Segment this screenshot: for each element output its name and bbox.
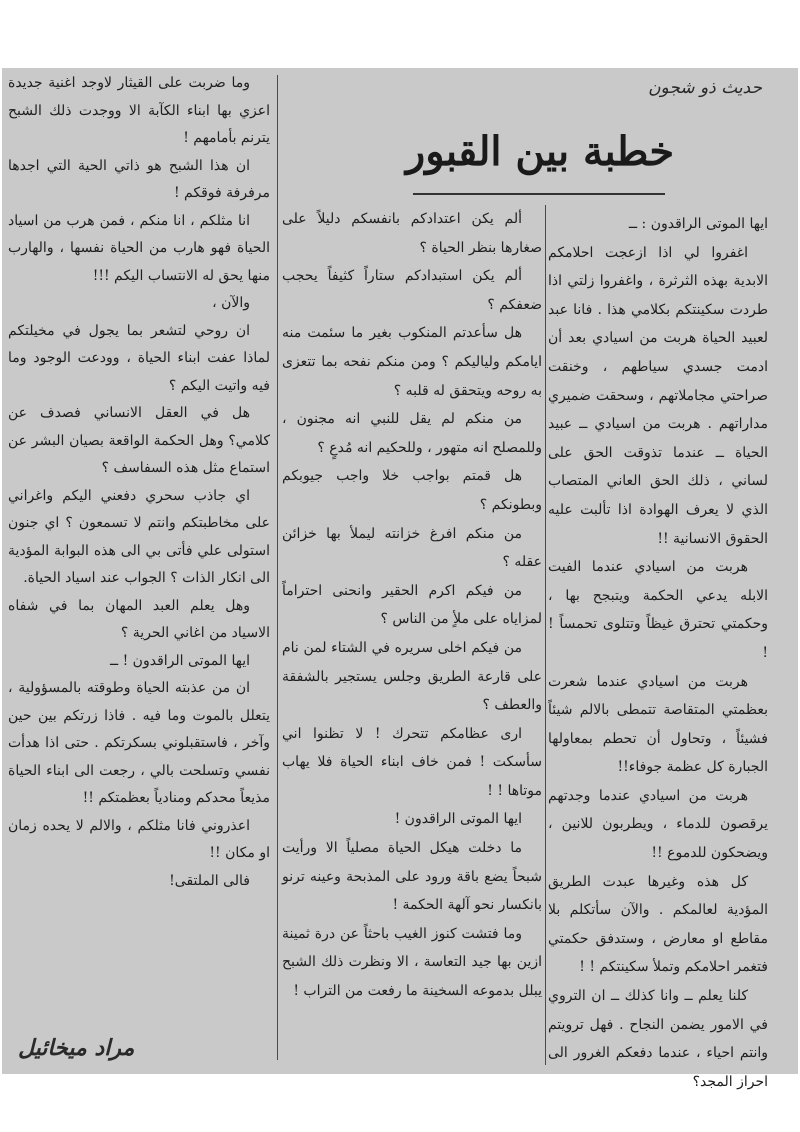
title-underline xyxy=(413,193,665,195)
paragraph: ارى عظامكم تتحرك ! لا تظنوا اني سأسكت ! فمن خاف ابناء الحياة فلا يهاب موتاها ! ! xyxy=(282,725,542,799)
text-column-middle xyxy=(282,205,542,1006)
paragraph: اعذروني فانا مثلكم ، والالم لا يحده زمان او مكان !! xyxy=(8,817,270,861)
paragraph: ان هذا الشبح هو ذاتي الحية التي اجدها مرفرفة فوقكم ! xyxy=(8,157,270,201)
paragraph: من فيكم اكرم الحقير وانحنى احتراماً لمزاياه على ملأٍ من الناس ؟ xyxy=(282,582,542,628)
column-divider-left xyxy=(277,75,278,1060)
paragraph: اي جاذب سحري دفعني اليكم واغراني على مخاطبتكم وانتم لا تسمعون ؟ اي جنون استولى علي فأتى بي الى هذه البوابة المؤدية الى انكار الذات ؟ الجواب عند اسياد الحياة. xyxy=(8,487,270,586)
author-signature: مراد ميخائيل xyxy=(18,1035,135,1061)
paragraph: من فيكم اخلى سريره في الشتاء لمن نام على قارعة الطريق وجلس يستجير بالشفقة والعطف ؟ xyxy=(282,639,542,714)
column-header: حديث ذو شجون xyxy=(648,78,762,98)
paragraph: ان روحي لتشعر بما يجول في مخيلتكم لماذا عفت ابناء الحياة ، وودعت الوجود وما فيه واتيت اليكم ؟ xyxy=(8,322,270,394)
paragraph: هربت من اسيادي عندما وجدتهم يرقصون للدماء ، ويطربون للانين ، ويضحكون للدموع !! xyxy=(548,787,768,862)
paragraph: من منكم لم يقل للنبي انه مجنون ، وللمصلح انه متهور ، وللحكيم انه مُدعٍ ؟ xyxy=(282,411,542,456)
paragraph: كل هذه وغيرها عبدت الطريق المؤدية لعالمكم . والآن سأتكلم بلا مقاطع او معارض ، وستدفق حكمتي فتغمر احلامكم وتملأ سكينتكم ! ! xyxy=(548,873,768,976)
paragraph: فالى الملتقى! xyxy=(169,872,250,889)
paragraph: من منكم افرغ خزانته ليملأ بها خزائن عقله ؟ xyxy=(282,525,542,571)
paragraph: ألم يكن استبدادكم ستاراً كثيفاً يحجب ضعفكم ؟ xyxy=(282,268,542,313)
article-title: خطبة بين القبور xyxy=(405,128,675,175)
paragraph: هربت من اسيادي عندما شعرت بعظمتي المتقاصة تتمطى بالالم شيئاً فشيئاً ، وتحاول أن تحطم بمعاولها الجبارة كل عظمة جوفاء!! xyxy=(548,673,768,776)
paragraph: هربت من اسيادي عندما الفيت الابله يدعي الحكمة ويتبجح بها ، وحكمتي تحترق غيظاً وتتلوى تحمساً ! ! xyxy=(548,559,768,661)
text-column-left xyxy=(8,70,270,895)
paragraph: هل سأعدتم المنكوب بغير ما سئمت منه ايامكم ولياليكم ؟ ومن منكم نفحه بما تتعزى به روحه ويتحقق له قلبه ؟ xyxy=(282,325,542,399)
paragraph: هل قمتم بواجب خلا واجب جيوبكم وبطونكم ؟ xyxy=(282,468,542,513)
paragraph: ايها الموتى الراقدون : ــ xyxy=(628,216,768,232)
paragraph: وما ضربت على القيثار لاوجد اغنية جديدة اعزي بها ابناء الكآبة الا ووجدت ذلك الشبح يترنم بأمامهم ! xyxy=(8,75,270,146)
paragraph: والآن ، xyxy=(212,295,250,311)
paragraph: ايها الموتى الراقدون ! ــ xyxy=(109,652,250,669)
paragraph: ايها الموتى الراقدون ! xyxy=(394,811,522,828)
paragraph: كلنا يعلم ــ وانا كذلك ــ ان التروي في الامور يضمن النجاح . فهل ترويتم وانتم احياء ، عندما دفعكم الغرور الى احراز المجد؟ xyxy=(548,988,768,1090)
paragraph: ألم يكن اعتدادكم بانفسكم دليلاً على صغارها بنظر الحياة ؟ xyxy=(282,211,542,256)
column-divider-right xyxy=(545,205,546,1065)
paragraph: اغفروا لي اذا ازعجت احلامكم الابدية بهذه الثرثرة ، واغفروا زلتي اذا طردت سكينتكم بكلامي هذا . فانا عبد لعبيد الحياة هربت من اسيادي بعد أن ادمت جسدي سياطهم ، وخنقت صراحتي مجاملاتهم ، وسحقت ضميري مداراتهم . هربت من اسيادي ــ عبيد الحياة ــ عندما تذوقت الحق على لساني ، ذلك الحق العاني المتصاب الذي لا يعرف الهوادة اذا تألبت عليه الحقوق الانسانية !! xyxy=(548,244,768,547)
paragraph: انا مثلكم ، انا منكم ، فمن هرب من اسياد الحياة فهو هارب من الحياة نفسها ، والهارب منها يحق له الانتساب اليكم !!! xyxy=(8,212,270,284)
paragraph: هل في العقل الانساني فصدف عن كلامي؟ وهل الحكمة الواقعة بصيان البشر عن استماع مثل هذه السفاسف ؟ xyxy=(8,405,270,476)
paragraph: وهل يعلم العبد المهان بما في شفاه الاسياد من اغاني الحرية ؟ xyxy=(8,597,270,641)
paragraph: وما فتشت كنوز الغيب باحثاً عن درة ثمينة ازين بها جيد التعاسة ، الا ونظرت ذلك الشبح يبلل بدموعه السخينة ما رفعت من التراب ! xyxy=(282,925,542,1000)
paragraph: ما دخلت هيكل الحياة مصلياً الا ورأيت شبحاً يضع باقة ورود على المذبحة وعينه ترنو بانكسار نحو آلهة الحكمة ! xyxy=(282,840,542,914)
paragraph: ان من عذبته الحياة وطوقته بالمسؤولية ، يتعلل بالموت وما فيه . فاذا زرتكم بين حين وآخر ، فاستقبلوني بسكرتكم . حتى اذا هدأت نفسي وتسلحت بالي ، رجعت الى ابناء الحياة مذيعاً محدكم ومنادياً بعظمتكم !! xyxy=(8,680,270,806)
text-column-right xyxy=(548,210,768,1096)
